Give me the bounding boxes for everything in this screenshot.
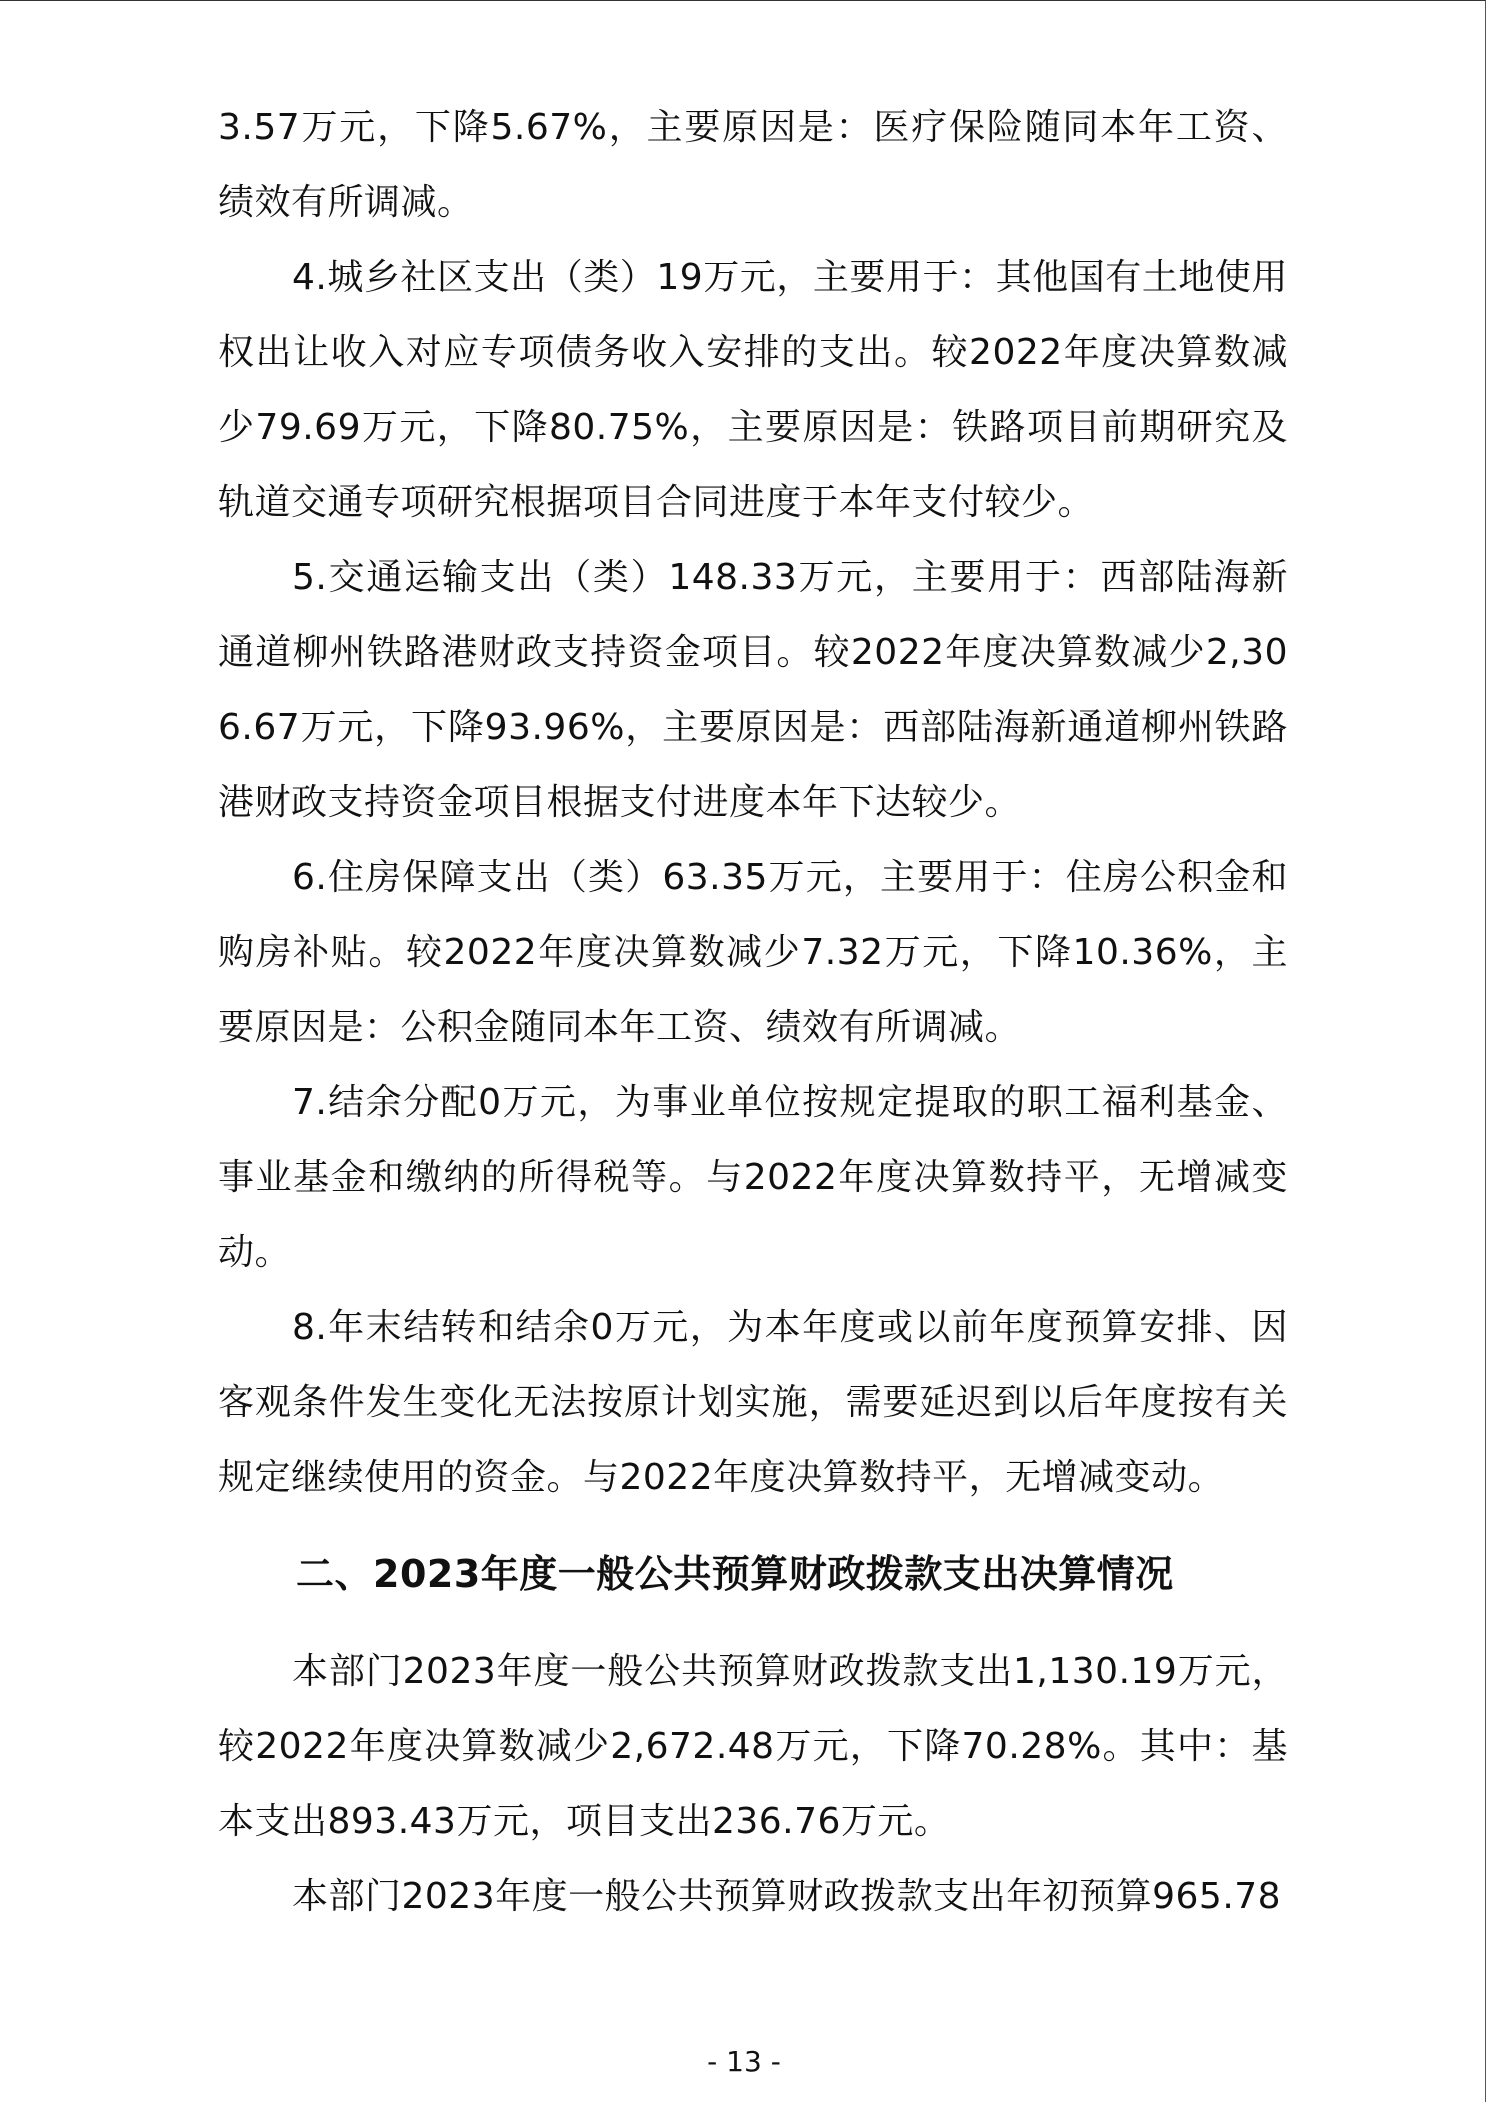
- paragraph-general-budget-expenditure: 本部门2023年度一般公共预算财政拨款支出1,130.19万元，较2022年度决算数减少2,672.48万元，下降70.28%。其中：基本支出893.43万元，项目支出236.76万元。: [218, 1651, 1288, 1842]
- paragraph-housing-security: 6.住房保障支出（类）63.35万元，主要用于：住房公积金和购房补贴。较2022年度决算数减少7.32万元，下降10.36%，主要原因是：公积金随同本年工资、绩效有所调减。: [218, 857, 1288, 1048]
- paragraph-transportation: 5.交通运输支出（类）148.33万元，主要用于：西部陆海新通道柳州铁路港财政支持资金项目。较2022年度决算数减少2,306.67万元，下降93.96%，主要原因是：西部陆海新通道柳州铁路港财政支持资金项目根据支付进度本年下达较少。: [218, 557, 1288, 823]
- paragraph-year-end-carryover: 8.年末结转和结余0万元，为本年度或以前年度预算安排、因客观条件发生变化无法按原计划实施，需要延迟到以后年度按有关规定继续使用的资金。与2022年度决算数持平，无增减变动。: [218, 1307, 1288, 1498]
- section-heading: 二、2023年度一般公共预算财政拨款支出决算情况: [296, 1552, 1174, 1596]
- paragraph-surplus-distribution: 7.结余分配0万元，为事业单位按规定提取的职工福利基金、事业基金和缴纳的所得税等。与2022年度决算数持平，无增减变动。: [218, 1082, 1288, 1273]
- page-number: - 13 -: [707, 2045, 781, 2078]
- paragraph-medical-insurance-tail: 3.57万元，下降5.67%，主要原因是：医疗保险随同本年工资、绩效有所调减。: [218, 107, 1288, 223]
- paragraph-urban-rural-community: 4.城乡社区支出（类）19万元，主要用于：其他国有土地使用权出让收入对应专项债务收入安排的支出。较2022年度决算数减少79.69万元，下降80.75%，主要原因是：铁路项目前期研究及轨道交通专项研究根据项目合同进度于本年支付较少。: [218, 257, 1288, 523]
- document-body: [218, 90, 1288, 1934]
- paragraph-initial-budget: 本部门2023年度一般公共预算财政拨款支出年初预算965.78: [292, 1876, 1282, 1917]
